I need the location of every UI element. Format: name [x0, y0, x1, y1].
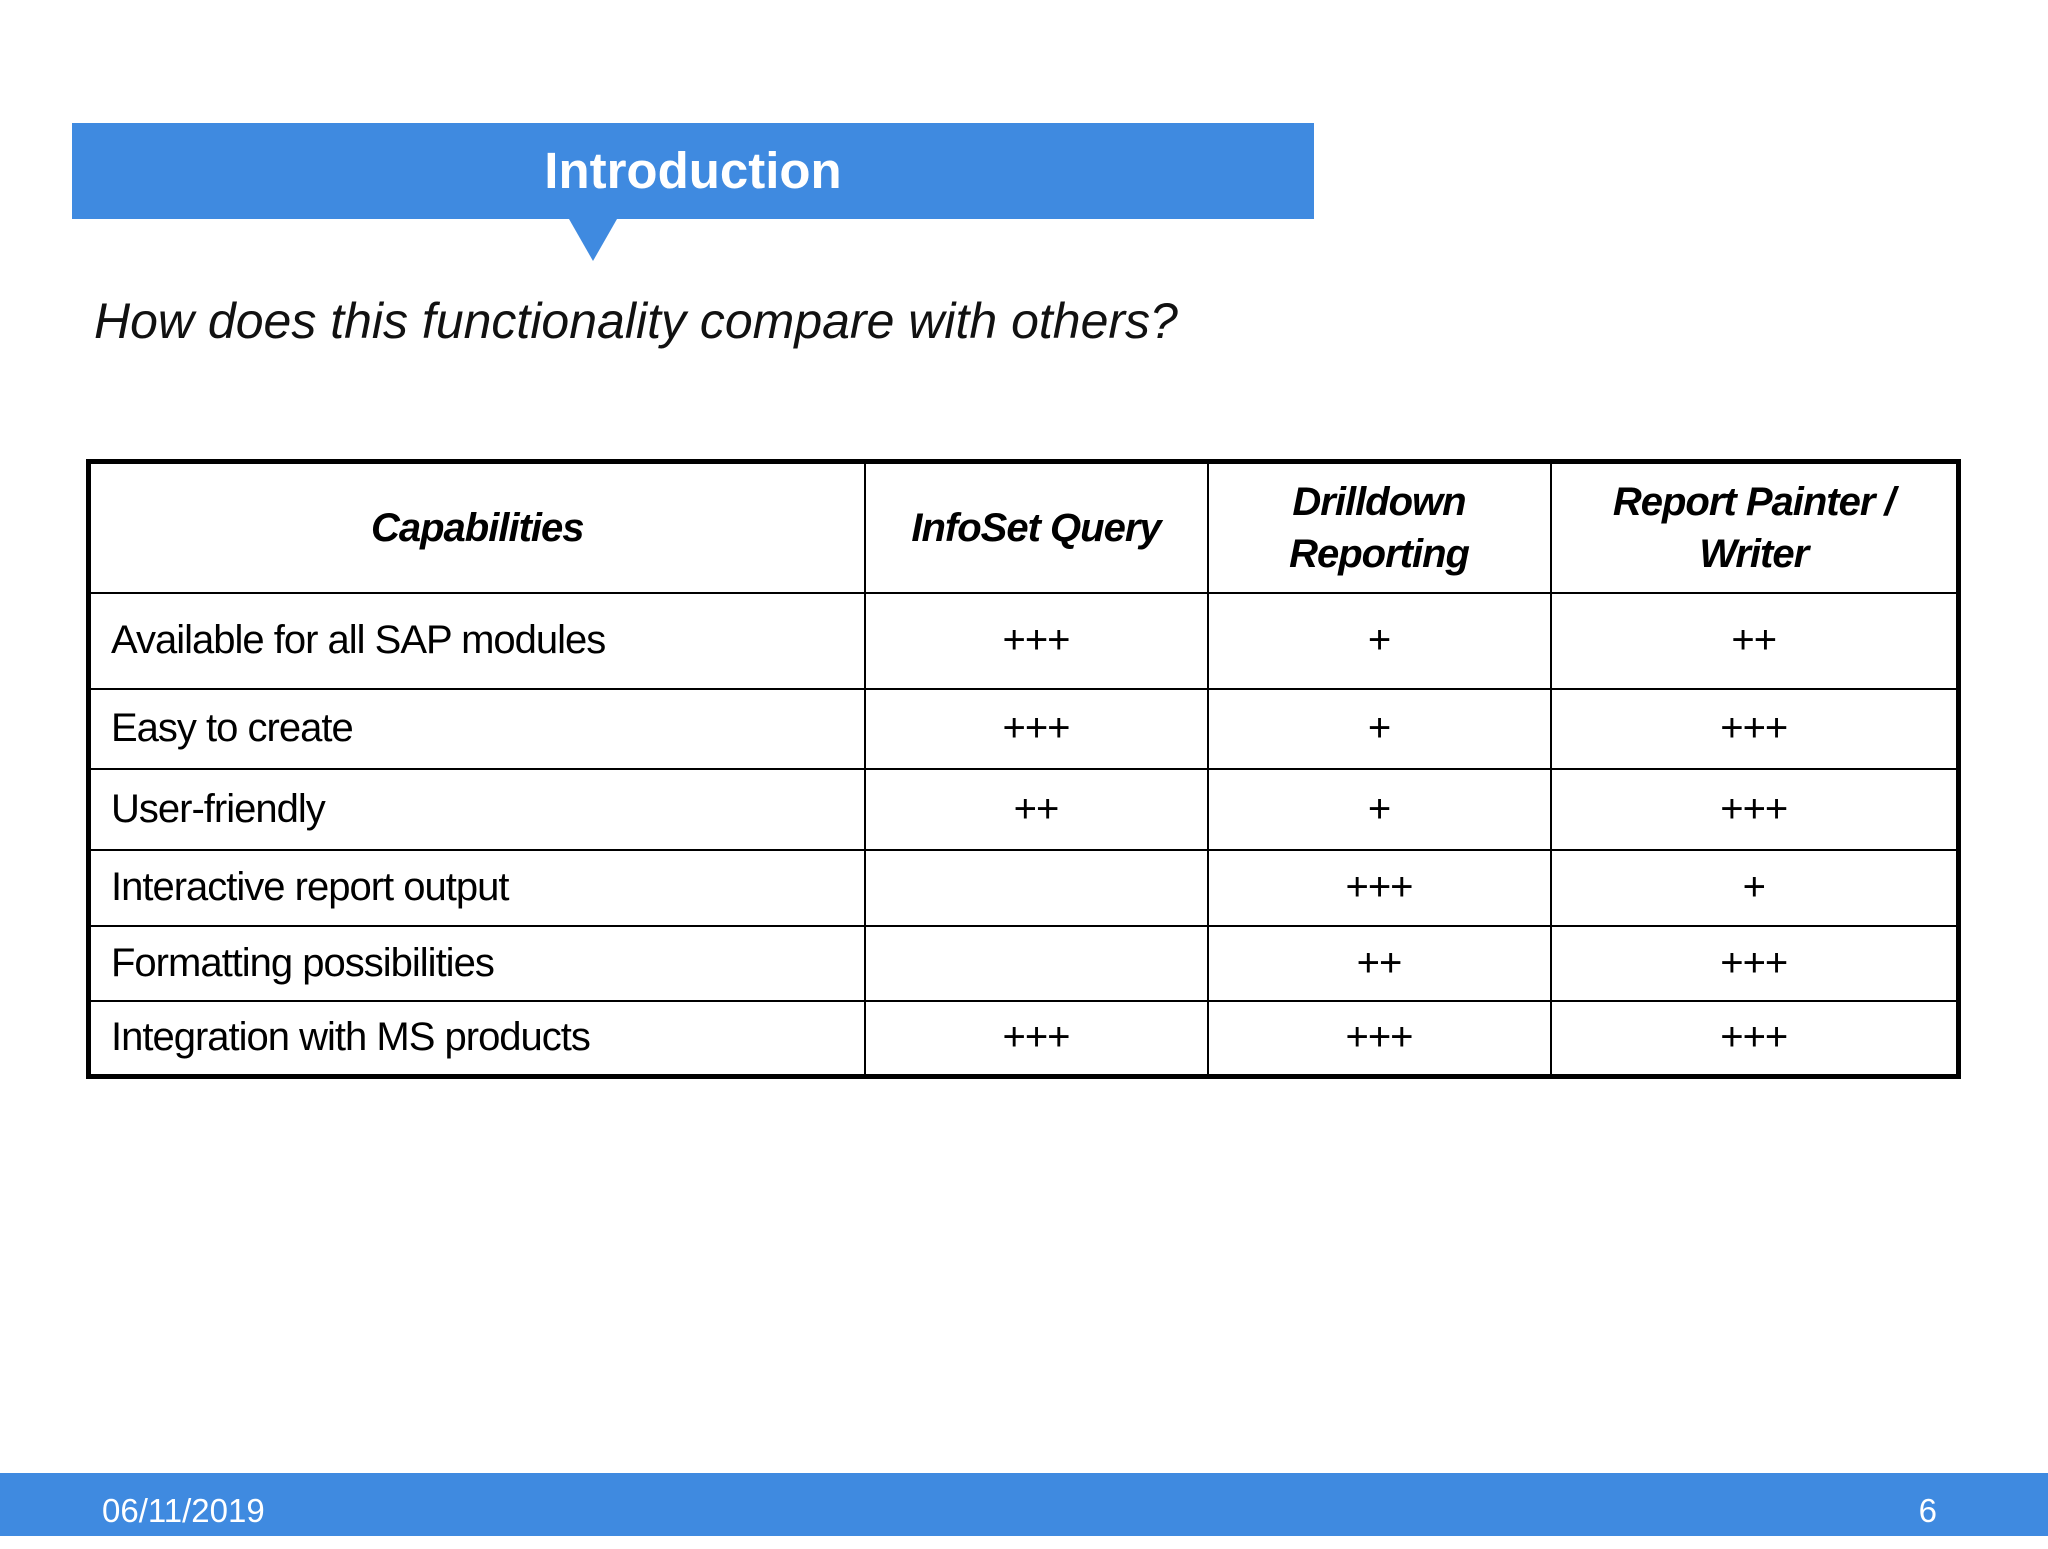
table-row: [89, 769, 1959, 850]
comparison-table: [86, 459, 1961, 1079]
table-row: [89, 850, 1959, 926]
footer-date: 06/11/2019: [102, 1492, 265, 1529]
row-drilldown-value: ++: [1208, 926, 1551, 1001]
table-header-row: [89, 462, 1959, 593]
table-row: [89, 926, 1959, 1001]
row-drilldown-value: +++: [1208, 850, 1551, 926]
row-capability: Interactive report output: [89, 850, 865, 926]
slide-subtitle: How does this functionality compare with others?: [94, 293, 1178, 349]
header-report-painter-writer: Report Painter / Writer: [1551, 462, 1959, 593]
row-painter-value: +++: [1551, 1001, 1959, 1077]
row-painter-value: +++: [1551, 926, 1959, 1001]
slide-title: Introduction: [544, 142, 842, 199]
row-infoset-value: +++: [865, 1001, 1208, 1077]
row-capability: Easy to create: [89, 689, 865, 769]
row-drilldown-value: +: [1208, 769, 1551, 850]
row-infoset-value: [865, 926, 1208, 1001]
row-drilldown-value: +++: [1208, 1001, 1551, 1077]
row-capability: User-friendly: [89, 769, 865, 850]
row-painter-value: +++: [1551, 689, 1959, 769]
title-banner: [72, 123, 1314, 219]
table-row: [89, 1001, 1959, 1077]
row-painter-value: +: [1551, 850, 1959, 926]
row-capability: Formatting possibilities: [89, 926, 865, 1001]
table-row: [89, 689, 1959, 769]
row-infoset-value: +++: [865, 593, 1208, 689]
title-pointer: [569, 219, 617, 261]
row-capability: Integration with MS products: [89, 1001, 865, 1077]
row-infoset-value: ++: [865, 769, 1208, 850]
row-painter-value: +++: [1551, 769, 1959, 850]
page-number: 6: [1918, 1492, 1937, 1529]
row-infoset-value: [865, 850, 1208, 926]
header-infoset-query: InfoSet Query: [865, 462, 1208, 593]
row-drilldown-value: +: [1208, 593, 1551, 689]
footer-bar: [0, 1473, 2048, 1536]
row-infoset-value: +++: [865, 689, 1208, 769]
table-row: [89, 593, 1959, 689]
row-painter-value: ++: [1551, 593, 1959, 689]
row-capability: Available for all SAP modules: [89, 593, 865, 689]
header-drilldown-reporting: Drilldown Reporting: [1208, 462, 1551, 593]
row-drilldown-value: +: [1208, 689, 1551, 769]
header-capabilities: Capabilities: [89, 462, 865, 593]
